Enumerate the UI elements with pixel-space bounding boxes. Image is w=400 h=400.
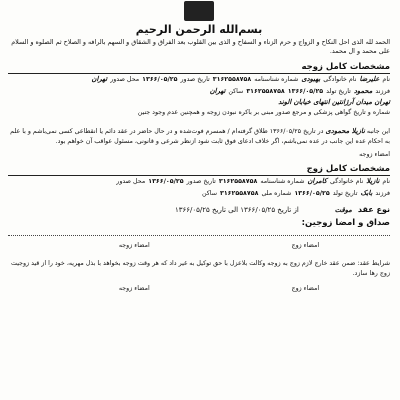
dowry-dotted-line	[8, 231, 390, 236]
husband-birth-label: تاریخ تولد	[332, 189, 358, 197]
wife-row-1	[8, 74, 390, 86]
contract-type-label: نوع عقد	[357, 205, 390, 214]
dowry-husband-signature: امضاء زوج	[291, 242, 320, 249]
wife-id-value: ۳۱۶۲۵۵۸۷۵۸	[212, 76, 252, 83]
husband-name-value: نازیلا	[366, 177, 380, 185]
wife-name-value: علیرضا	[359, 75, 380, 83]
husband-child-value: بابک	[360, 188, 373, 197]
wife-family-label: نام خانوادگی	[323, 76, 357, 83]
husband-family-value: کامران	[307, 177, 328, 185]
husband-row-1	[8, 176, 390, 188]
dowry-title: صداق و امضا زوجین:	[301, 218, 390, 228]
wife-place-value: تهران	[91, 75, 108, 83]
husband-birth-value: ۱۳۶۶/۰۵/۲۵	[294, 189, 330, 197]
declaration-lead: این جانبه	[366, 128, 390, 135]
husband-id-label: شماره شناسنامه	[260, 178, 305, 185]
wife-section-title: مشخصات کامل زوجه	[301, 62, 390, 72]
dowry-signature-row	[8, 242, 390, 249]
declaration-text: در تاریخ ۱۳۶۶/۰۵/۲۵ طلاق گرفته‌ام / همسرم فوت‌شده و در حال حاضر در عقد دائم یا انقطاعی کسی نمی‌باشم و با علم به احکام عده این جانب در عده نمی‌باشم، اگر خلاف ادعای فوق ثابت شود ازنظر شرعی و قانونی، مسئول عواقب آن خواهم بود.	[10, 128, 390, 145]
wife-res-value: تهران	[209, 86, 226, 95]
husband-res-label: ساکن	[202, 189, 217, 197]
wife-birth-value: ۱۳۶۶/۰۵/۲۵	[287, 87, 324, 95]
intro-text: الحمد لله الذی احل النکاح و الزواج و حرم الزناء و السفاح و الذی بین القلوب بعد الفراق و الشقاق و السهم بالرافه و الصلاح ثم الصلوه و السلام علی محمد و ال محمد.	[11, 38, 390, 55]
contract-type-row	[8, 205, 390, 214]
wife-row-2	[8, 86, 390, 98]
husband-row-2	[8, 188, 390, 200]
conditions-paragraph: شرایط عقد: ضمن عقد خارج لازم زوج به زوجه وکالت بلاعزل با حق توکیل به غیر داد که هر وقت زوجه بخواهد با بذل مهریه، خود را از قید زوجیت زوج رها سازد.	[11, 260, 390, 277]
conditions-wife-signature: امضاء زوجه	[118, 285, 150, 292]
conditions-husband-signature: امضاء زوج	[291, 285, 320, 292]
conditions-signature-row	[8, 285, 390, 292]
husband-section-title: مشخصات کامل زوج	[306, 164, 390, 174]
wife-child-value: محمود	[353, 86, 373, 95]
declaration-paragraph	[8, 126, 390, 147]
dowry-wife-signature: امضاء زوجه	[118, 242, 150, 249]
contract-type-value: موقت	[334, 206, 352, 214]
wife-row-3	[8, 97, 390, 108]
wife-family-value: بهبودی	[301, 75, 321, 83]
wife-res-label: ساکن	[228, 87, 244, 95]
wife-address-value: تهران میدان آرژانتین انتهای خیابان الوند	[278, 98, 390, 106]
husband-family-label: نام خانوادگی	[330, 178, 364, 185]
wife-nid-value: ۳۱۶۲۵۵۸۷۵۸	[246, 87, 285, 95]
husband-name-label: نام	[382, 178, 390, 185]
emblem-logo	[184, 1, 214, 21]
husband-issue-label: تاریخ صدور	[186, 178, 216, 185]
wife-id-label: شماره شناسنامه	[254, 76, 299, 83]
basmala-heading: بسم‌الله الرحمن الرحیم	[135, 23, 263, 36]
wife-name-label: نام	[382, 76, 390, 83]
wife-issue-value: ۱۳۶۶/۰۵/۲۵	[142, 76, 178, 83]
medical-certificate-text: شماره و تاریخ گواهی پزشکی و مرجع صدور مبنی بر باکره نبودن زوجه و همچنین عدم وجود جنین	[137, 108, 390, 116]
husband-issue-value: ۱۳۶۶/۰۵/۲۵	[148, 178, 184, 185]
contract-period: از تاریخ ۱۳۶۶/۰۵/۲۵ الی تاریخ ۱۳۶۶/۰۵/۲۵	[174, 206, 299, 214]
declaration-signature-label: امضاء زوجه	[359, 151, 390, 158]
husband-nid-value: ۳۱۶۲۵۵۸۷۵۸	[220, 189, 259, 197]
wife-place-label: محل صدور	[110, 76, 140, 83]
husband-nid-label: شماره ملی	[261, 189, 292, 197]
wife-child-label: فرزند	[375, 87, 390, 95]
husband-id-value: ۳۱۶۲۵۵۸۷۵۸	[218, 178, 258, 185]
wife-birth-label: تاریخ تولد	[326, 87, 351, 95]
husband-place-label: محل صدور	[116, 178, 146, 185]
emblem-row	[8, 0, 390, 22]
husband-child-label: فرزند	[375, 189, 390, 197]
wife-issue-label: تاریخ صدور	[180, 76, 210, 83]
wife-row-4	[8, 108, 390, 119]
declaration-name: ناز‌یلا محمودی	[325, 127, 365, 135]
